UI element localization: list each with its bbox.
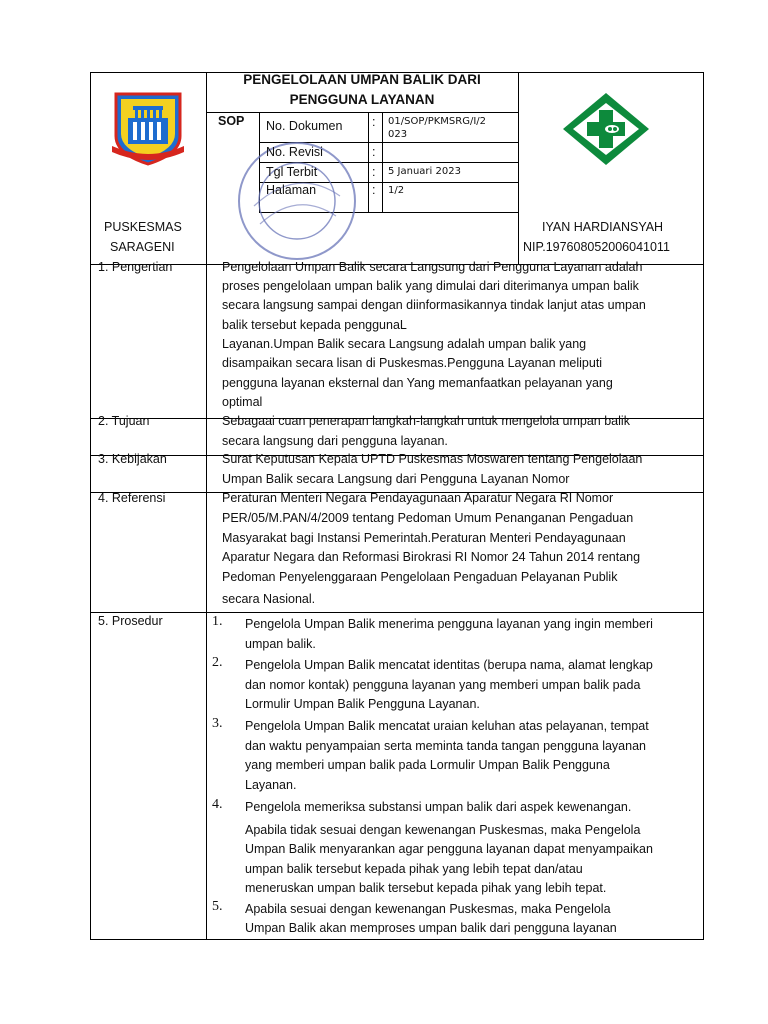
document-title-line1: PENGELOLAAN UMPAN BALIK DARI (243, 72, 481, 87)
section-text-line: Aparatur Negara dan Reformasi Birokrasi RI Nomor 24 Tahun 2014 rentang (222, 550, 641, 564)
section-text-line: disampaikan secara lisan di Puskesmas.Pengguna Layanan meliputi (222, 356, 603, 370)
step-text-line: Pengelola Umpan Balik mencatat identitas (berupa nama, alamat lengkap (245, 658, 653, 672)
step-text-line: umpan balik. (245, 637, 316, 651)
step-text-line: Layanan. (245, 778, 297, 792)
section-label-objective: 2. Tujuan (98, 414, 150, 428)
step-text-line: Umpan Balik menyarankan agar pengguna layanan dapat menyampaikan (245, 842, 653, 856)
section-text-line: Peraturan Menteri Negara Pendayagunaan Aparatur Negara RI Nomor (222, 491, 614, 505)
meta-sep-page: : (372, 183, 376, 197)
section-text-line: secara langsung dari pengguna layanan. (222, 434, 448, 448)
step-text-line: dan nomor kontak) pengguna layanan yang memberi umpan balik pada (245, 678, 641, 692)
section-label-procedure: 5. Prosedur (98, 614, 163, 628)
step-text-line: yang memberi umpan balik pada Lormulir Umpan Balik Pengguna (245, 758, 610, 772)
sop-label: SOP (218, 114, 245, 128)
meta-sep-issue-date: : (372, 165, 376, 179)
sop-document (90, 72, 704, 940)
step-number: 4. (212, 797, 223, 812)
signer-nip: NIP.197608052006041011 (523, 240, 670, 254)
section-text-line: Umpan Balik secara Langsung dari Pengguna Layanan Nomor (222, 472, 570, 486)
document-title-line2: PENGGUNA LAYANAN (289, 92, 435, 107)
step-text-line: Apabila tidak sesuai dengan kewenangan Puskesmas, maka Pengelola (245, 823, 641, 837)
step-text-line: dan waktu penyampaian serta meminta tanda tangan pengguna layanan (245, 739, 646, 753)
section-text-line: proses pengelolaan umpan balik yang dimulai dari diterimanya umpan balik (222, 279, 639, 293)
meta-value-doc-number-1: 01/SOP/PKMSRG/I/2 (388, 116, 487, 127)
meta-value-doc-number-2: 023 (388, 129, 408, 140)
step-number: 2. (212, 655, 223, 670)
meta-sep-revision: : (372, 145, 376, 159)
step-text-line: meneruskan umpan balik tersebut kepada pihak yang lebih tepat. (245, 881, 607, 895)
section-text-line: PER/05/M.PAN/4/2009 tentang Pedoman Umum Penanganan Pengaduan (222, 511, 634, 525)
step-number: 5. (212, 899, 223, 914)
meta-label-page: Halaman (266, 183, 317, 197)
step-text-line: Pengelola Umpan Balik mencatat uraian keluhan atas pelayanan, tempat (245, 719, 649, 733)
section-text-line: Masyarakat bagi Instansi Pemerintah.Peraturan Menteri Pendayagunaan (222, 531, 626, 545)
puskesmas-logo (560, 90, 652, 168)
step-text-line: Lormulir Umpan Balik Pengguna Layanan. (245, 697, 480, 711)
section-text-line: secara Nasional. (222, 592, 316, 606)
border-left (90, 72, 91, 940)
section-divider-4 (90, 612, 704, 613)
step-number: 1. (212, 614, 223, 629)
section-label-policy: 3. Kebijakan (98, 452, 167, 466)
signer-name: IYAN HARDIANSYAH (542, 220, 664, 234)
column-divider-right (518, 72, 519, 264)
title-divider (206, 112, 518, 113)
step-text-line: umpan balik tersebut kepada pihak yang lebih tepat dan/atau (245, 862, 583, 876)
section-text-line: Surat Keputusan Kepala UPTD Puskesmas Moswaren tentang Pengelolaan (222, 452, 643, 466)
section-text-line: optimal (222, 395, 263, 409)
section-text-line: Pedoman Penyelenggaraan Pengelolaan Pengaduan Pelayanan Publik (222, 570, 618, 584)
org-name-line2: SARAGENI (110, 240, 175, 254)
step-text-line: Pengelola memeriksa substansi umpan balik dari aspek kewenangan. (245, 800, 632, 814)
meta-label-issue-date: Tgl Terbit (266, 165, 318, 179)
step-text-line: Pengelola Umpan Balik menerima pengguna layanan yang ingin memberi (245, 617, 653, 631)
border-bottom (90, 939, 704, 940)
border-right (703, 72, 704, 940)
step-text-line: Umpan Balik akan memproses umpan balik dari pengguna layanan (245, 921, 617, 935)
meta-label-revision: No. Revisi (266, 145, 323, 159)
section-text-line: Layanan.Umpan Balik secara Langsung adalah umpan balik yang (222, 337, 587, 351)
meta-sep-doc-number: : (372, 115, 376, 129)
step-number: 3. (212, 716, 223, 731)
step-text-line: Apabila sesuai dengan kewenangan Puskesmas, maka Pengelola (245, 902, 611, 916)
section-text-line: Sebagaai cuan penerapan langkah-langkah untuk mengelola umpan balik (222, 414, 630, 428)
meta-value-issue-date: 5 Januari 2023 (388, 166, 461, 177)
regency-logo (106, 88, 190, 168)
section-text-line: pengguna layanan eksternal dan Yang memanfaatkan pelayanan yang (222, 376, 613, 390)
meta-label-doc-number: No. Dokumen (266, 119, 343, 133)
section-text-line: balik tersebut kepada penggunaL (222, 318, 407, 332)
meta-value-page: 1/2 (388, 185, 405, 196)
section-label-reference: 4. Referensi (98, 491, 166, 505)
section-label-definition: 1. Pengertian (98, 260, 173, 274)
column-divider-left (206, 72, 207, 940)
org-name-line1: PUSKESMAS (104, 220, 182, 234)
section-text-line: Pengelolaan Umpan Balik secara Langsung dari Pengguna Layanan adalah (222, 260, 643, 274)
section-text-line: secara langsung sampai dengan diinformasikannya tindak lanjut atas umpan (222, 298, 646, 312)
